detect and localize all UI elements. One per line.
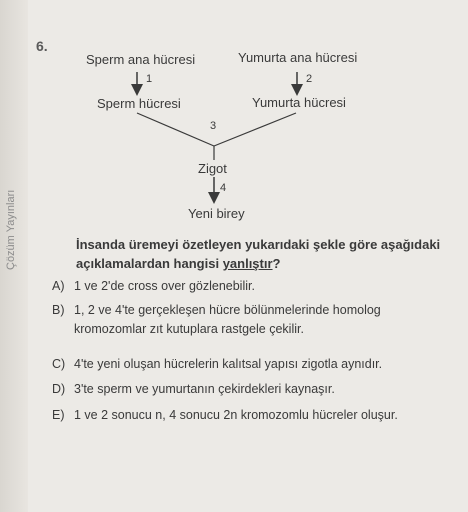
option-text: 3'te sperm ve yumurtanın çekirdekleri kaynaşır.: [74, 382, 335, 396]
option-letter: C): [52, 357, 66, 371]
question-mark: ?: [272, 256, 281, 271]
reproduction-diagram: [0, 0, 468, 230]
step-3-label: 3: [210, 120, 217, 132]
option-text: 4'te yeni oluşan hücrelerin kalıtsal yapısı zigotla aynıdır.: [74, 357, 383, 371]
option-c[interactable]: [52, 355, 452, 374]
publisher-name: Çözüm Yayınları: [5, 189, 17, 270]
step-4-label: 4: [220, 182, 227, 194]
option-d[interactable]: [52, 380, 452, 399]
option-a[interactable]: [52, 277, 452, 296]
question-stem: [76, 235, 456, 273]
question-text: İnsanda üremeyi özetleyen yukarıdaki şekle göre aşağıdaki açıklamalardan hangisi: [76, 237, 441, 271]
step-1-label: 1: [146, 73, 153, 85]
question-number: 6.: [36, 38, 48, 54]
new-individual-label: Yeni birey: [188, 206, 245, 221]
option-letter: B): [52, 303, 65, 317]
zygote-label: Zigot: [198, 161, 227, 176]
egg-parent-cell-label: Yumurta ana hücresi: [238, 50, 358, 65]
fusion-line-right: [214, 113, 296, 146]
option-letter: D): [52, 382, 66, 396]
sperm-cell-label: Sperm hücresi: [97, 96, 181, 111]
option-letter: A): [52, 279, 65, 293]
option-letter: E): [52, 408, 65, 422]
option-text: 1 ve 2'de cross over gözlenebilir.: [74, 279, 255, 293]
option-b[interactable]: [52, 301, 452, 339]
fusion-line-left: [137, 113, 217, 146]
option-text: 1, 2 ve 4'te gerçekleşen hücre bölünmelerinde homolog: [74, 303, 381, 317]
sperm-parent-cell-label: Sperm ana hücresi: [86, 52, 196, 67]
option-e[interactable]: [52, 406, 452, 425]
option-text-continued: kromozomlar zıt kutuplara rastgele çekilir.: [74, 322, 304, 336]
question-highlight: yanlıştır: [222, 256, 273, 271]
step-2-label: 2: [306, 73, 313, 85]
option-text: 1 ve 2 sonucu n, 4 sonucu 2n kromozomlu hücreler oluşur.: [74, 408, 398, 422]
egg-cell-label: Yumurta hücresi: [252, 95, 346, 110]
